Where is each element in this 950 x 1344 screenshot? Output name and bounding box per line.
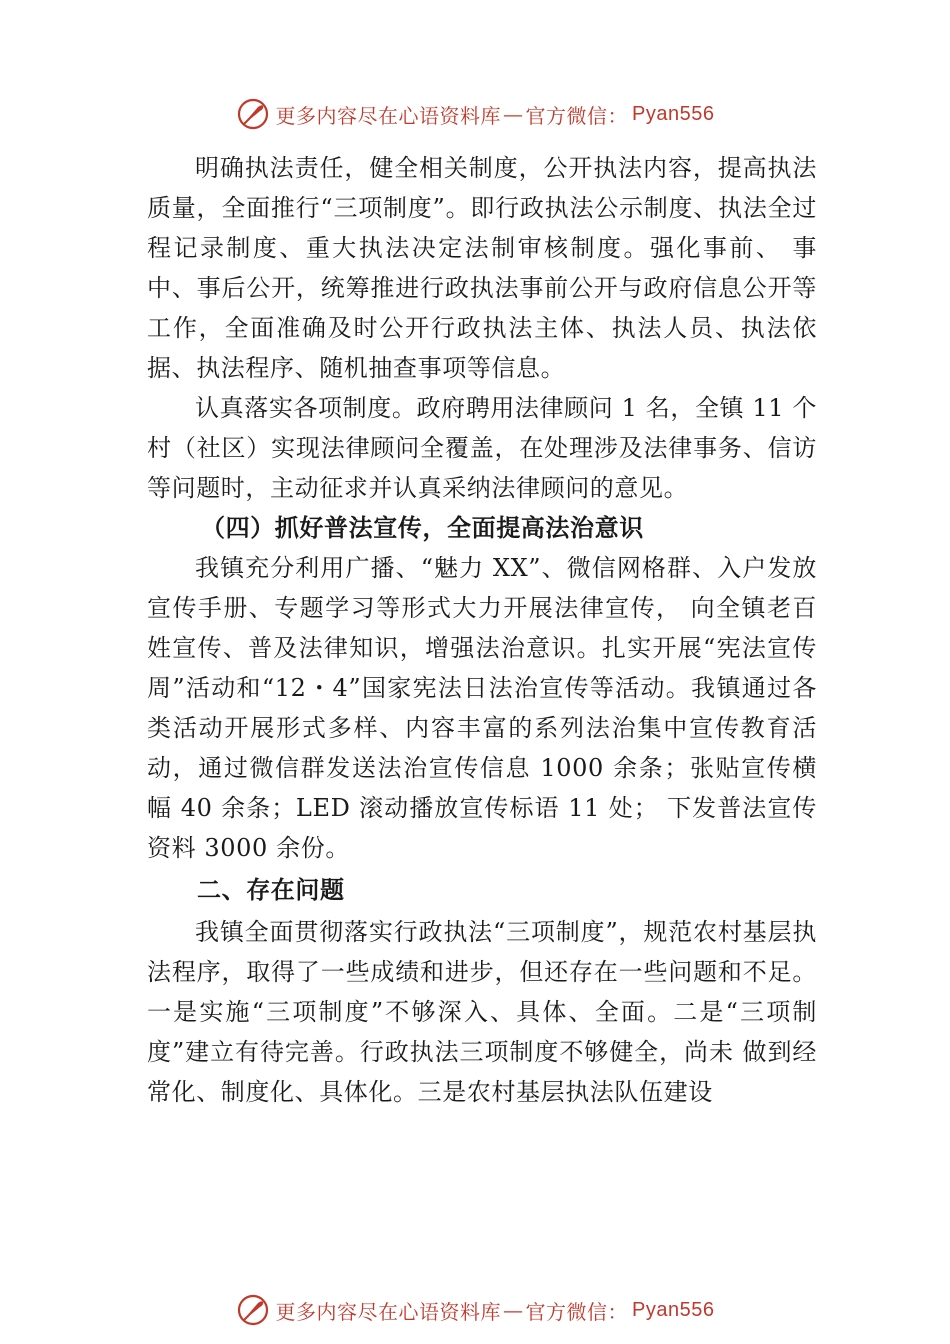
quill-pen-logo-icon (236, 97, 270, 131)
section-heading-legal-publicity: （四）抓好普法宣传，全面提高法治意识 (201, 513, 644, 542)
watermark-title: 更多内容尽在心语资料库 (275, 1299, 502, 1324)
watermark-wechat-label: 官方微信： (525, 103, 629, 128)
watermark-separator: — (503, 1298, 524, 1322)
paragraph-legal-publicity: 我镇充分利用广播、“魅力 XX”、微信网格群、入户发放宣传手册、专题学习等形式大力开展法律宣传， 向全镇老百姓宣传、普及法律知识，增强法治意识。扎实开展“宪法宣传周”活动和“12・4”国家宪法日法治宣传等活动。我镇通过各类活动开展形式多样、内容丰富的系列法治集中宣传教育活动，通过微信群发送法治宣传信息 1000 余条；张贴宣传横幅 40 余条；LED 滚动播放宣传标语 11 处； 下发普法宣传资料 3000 余份。 (147, 554, 817, 862)
paragraph-execution-responsibility: 明确执法责任，健全相关制度，公开执法内容，提高执法质量，全面推行“三项制度”。即行政执法公示制度、执法全过程记录制度、重大执法决定法制审核制度。强化事前、 事中、事后公开，统筹推进行政执法事前公开与政府信息公开等工作，全面准确及时公开行政执法主体、执法人员、执法依据、执法程序、随机抽查事项等信息。 (147, 154, 817, 382)
paragraph-existing-problems: 我镇全面贯彻落实行政执法“三项制度”，规范农村基层执法程序，取得了一些成绩和进步，但还存在一些问题和不足。一是实施“三项制度”不够深入、具体、全面。二是“三项制度”建立有待完善。行政执法三项制度不够健全，尚未 做到经常化、制度化、具体化。三是农村基层执法队伍建设 (147, 918, 817, 1106)
watermark-header (0, 94, 950, 134)
paragraph-legal-advisor: 认真落实各项制度。政府聘用法律顾问 1 名，全镇 11 个村（社区）实现法律顾问全覆盖，在处理涉及法律事务、信访等问题时，主动征求并认真采纳法律顾问的意见。 (147, 394, 817, 502)
watermark-wechat-id: Pyan556 (632, 1298, 715, 1321)
section-heading-existing-problems: 二、存在问题 (197, 876, 345, 904)
watermark-separator: — (503, 102, 524, 126)
quill-pen-logo-icon (236, 1293, 270, 1327)
document-body (147, 148, 817, 1112)
watermark-wechat-id: Pyan556 (632, 102, 715, 125)
watermark-wechat-label: 官方微信： (525, 1299, 629, 1324)
watermark-footer (0, 1290, 950, 1330)
watermark-title: 更多内容尽在心语资料库 (275, 103, 502, 128)
